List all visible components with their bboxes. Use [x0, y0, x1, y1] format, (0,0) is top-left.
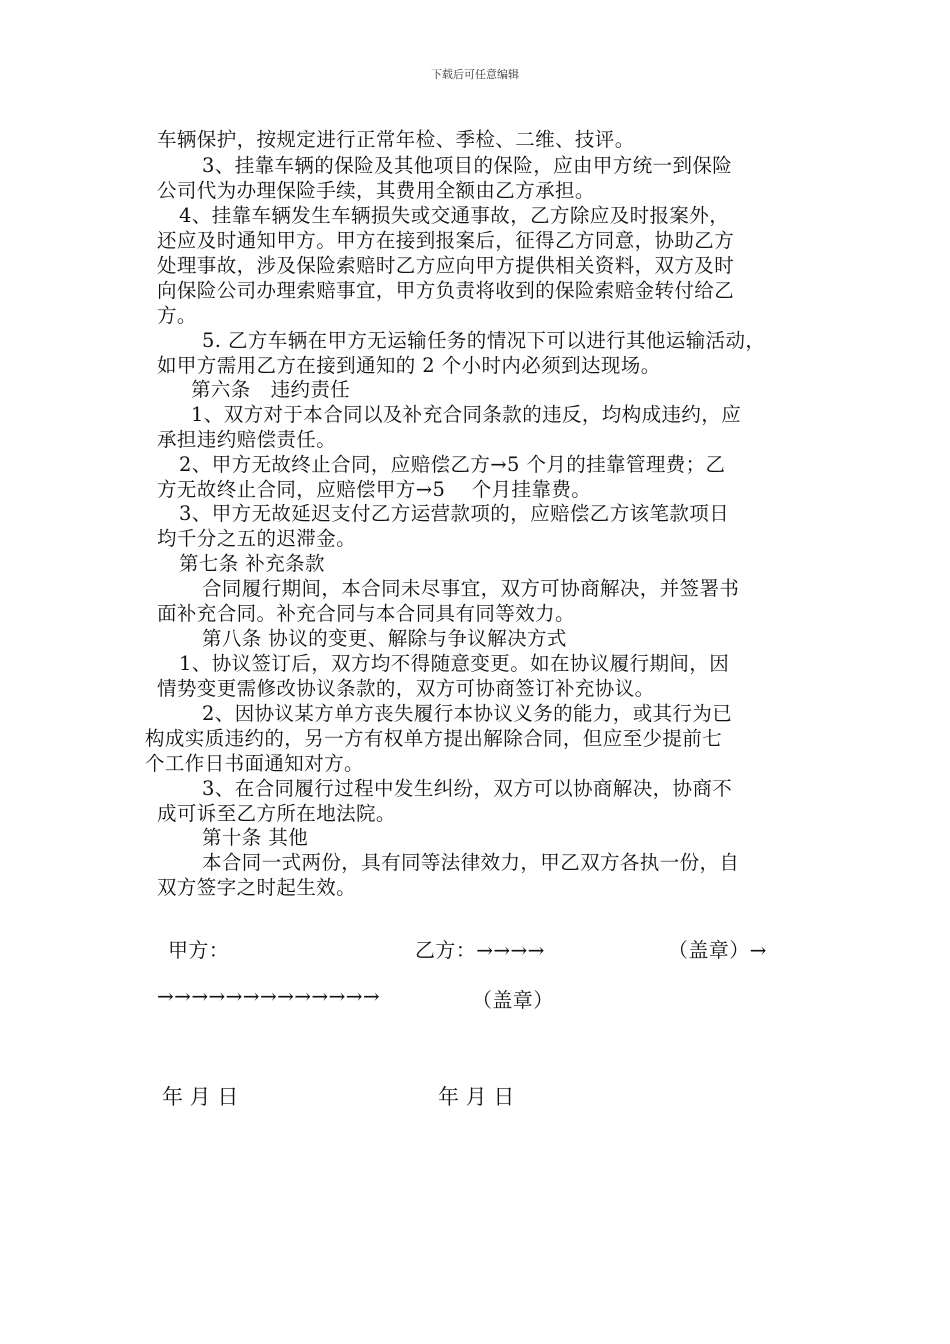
section-heading: 第十条 其他	[202, 826, 309, 849]
seal-label-a: （盖章）	[472, 988, 554, 1012]
party-a-label: 甲方：	[168, 938, 230, 962]
paragraph-line: 个工作日书面通知对方。	[145, 752, 364, 775]
paragraph-line: 处理事故，涉及保险索赔时乙方应向甲方提供相关资料，双方及时	[157, 254, 735, 277]
section-heading: 第六条 违约责任	[191, 378, 351, 401]
paragraph-line: 情势变更需修改协议条款的，双方可协商签订补充协议。	[157, 677, 655, 700]
paragraph-line: 2、因协议某方单方丧失履行本协议义务的能力，或其行为已	[202, 702, 733, 725]
paragraph-line: 方。	[157, 304, 197, 327]
paragraph-line: 3、在合同履行过程中发生纠纷，双方可以协商解决，协商不	[202, 777, 733, 800]
paragraph-line: 向保险公司办理索赔事宜，甲方负责将收到的保险索赔金转付给乙	[157, 279, 735, 302]
paragraph-line: 如甲方需用乙方在接到通知的 2 个小时内必须到达现场。	[157, 354, 661, 377]
date-party-b: 年 月 日	[438, 1085, 515, 1109]
paragraph-line: 1、协议签订后，双方均不得随意变更。如在协议履行期间，因	[179, 652, 730, 675]
paragraph-line: 3、甲方无故延迟支付乙方运营款项的，应赔偿乙方该笔款项日	[179, 502, 730, 525]
section-heading: 第八条 协议的变更、解除与争议解决方式	[202, 627, 567, 650]
page-header: 下载后可任意编辑	[431, 68, 519, 81]
paragraph-line: 均千分之五的迟滞金。	[157, 527, 357, 550]
paragraph-line: 双方签字之时起生效。	[157, 876, 357, 899]
paragraph-line: 3、挂靠车辆的保险及其他项目的保险，应由甲方统一到保险	[202, 154, 733, 177]
paragraph-line: 本合同一式两份，具有同等法律效力，甲乙双方各执一份，自	[202, 851, 740, 874]
party-b-label: 乙方：→→→→	[415, 938, 545, 962]
paragraph-line: 面补充合同。补充合同与本合同具有同等效力。	[157, 602, 575, 625]
paragraph-line: 还应及时通知甲方。甲方在接到报案后，征得乙方同意，协助乙方	[157, 229, 735, 252]
paragraph-line: 5. 乙方车辆在甲方无运输任务的情况下可以进行其他运输活动，	[202, 329, 766, 352]
paragraph-line: 方无故终止合同，应赔偿甲方→5 个月挂靠费。	[157, 478, 592, 501]
paragraph-line: 成可诉至乙方所在地法院。	[157, 802, 396, 825]
date-party-a: 年 月 日	[162, 1085, 239, 1109]
signature-blank-line: →→→→→→→→→→→→→	[157, 984, 381, 1008]
seal-label-b: （盖章）→	[668, 938, 767, 962]
paragraph-line: 2、甲方无故终止合同，应赔偿乙方→5 个月的挂靠管理费；乙	[179, 453, 726, 476]
paragraph-line: 1、双方对于本合同以及补充合同条款的违反，均构成违约，应	[191, 403, 742, 426]
paragraph-line: 公司代为办理保险手续，其费用全额由乙方承担。	[157, 179, 595, 202]
paragraph-line: 承担违约赔偿责任。	[157, 428, 337, 451]
paragraph-line: 合同履行期间，本合同未尽事宜，双方可协商解决，并签署书	[202, 577, 740, 600]
paragraph-line: 车辆保护，按规定进行正常年检、季检、二维、技评。	[157, 128, 635, 151]
section-heading: 第七条 补充条款	[179, 552, 325, 575]
paragraph-line: 构成实质违约的，另一方有权单方提出解除合同，但应至少提前七	[145, 727, 723, 750]
paragraph-line: 4、挂靠车辆发生车辆损失或交通事故，乙方除应及时报案外，	[179, 204, 730, 227]
